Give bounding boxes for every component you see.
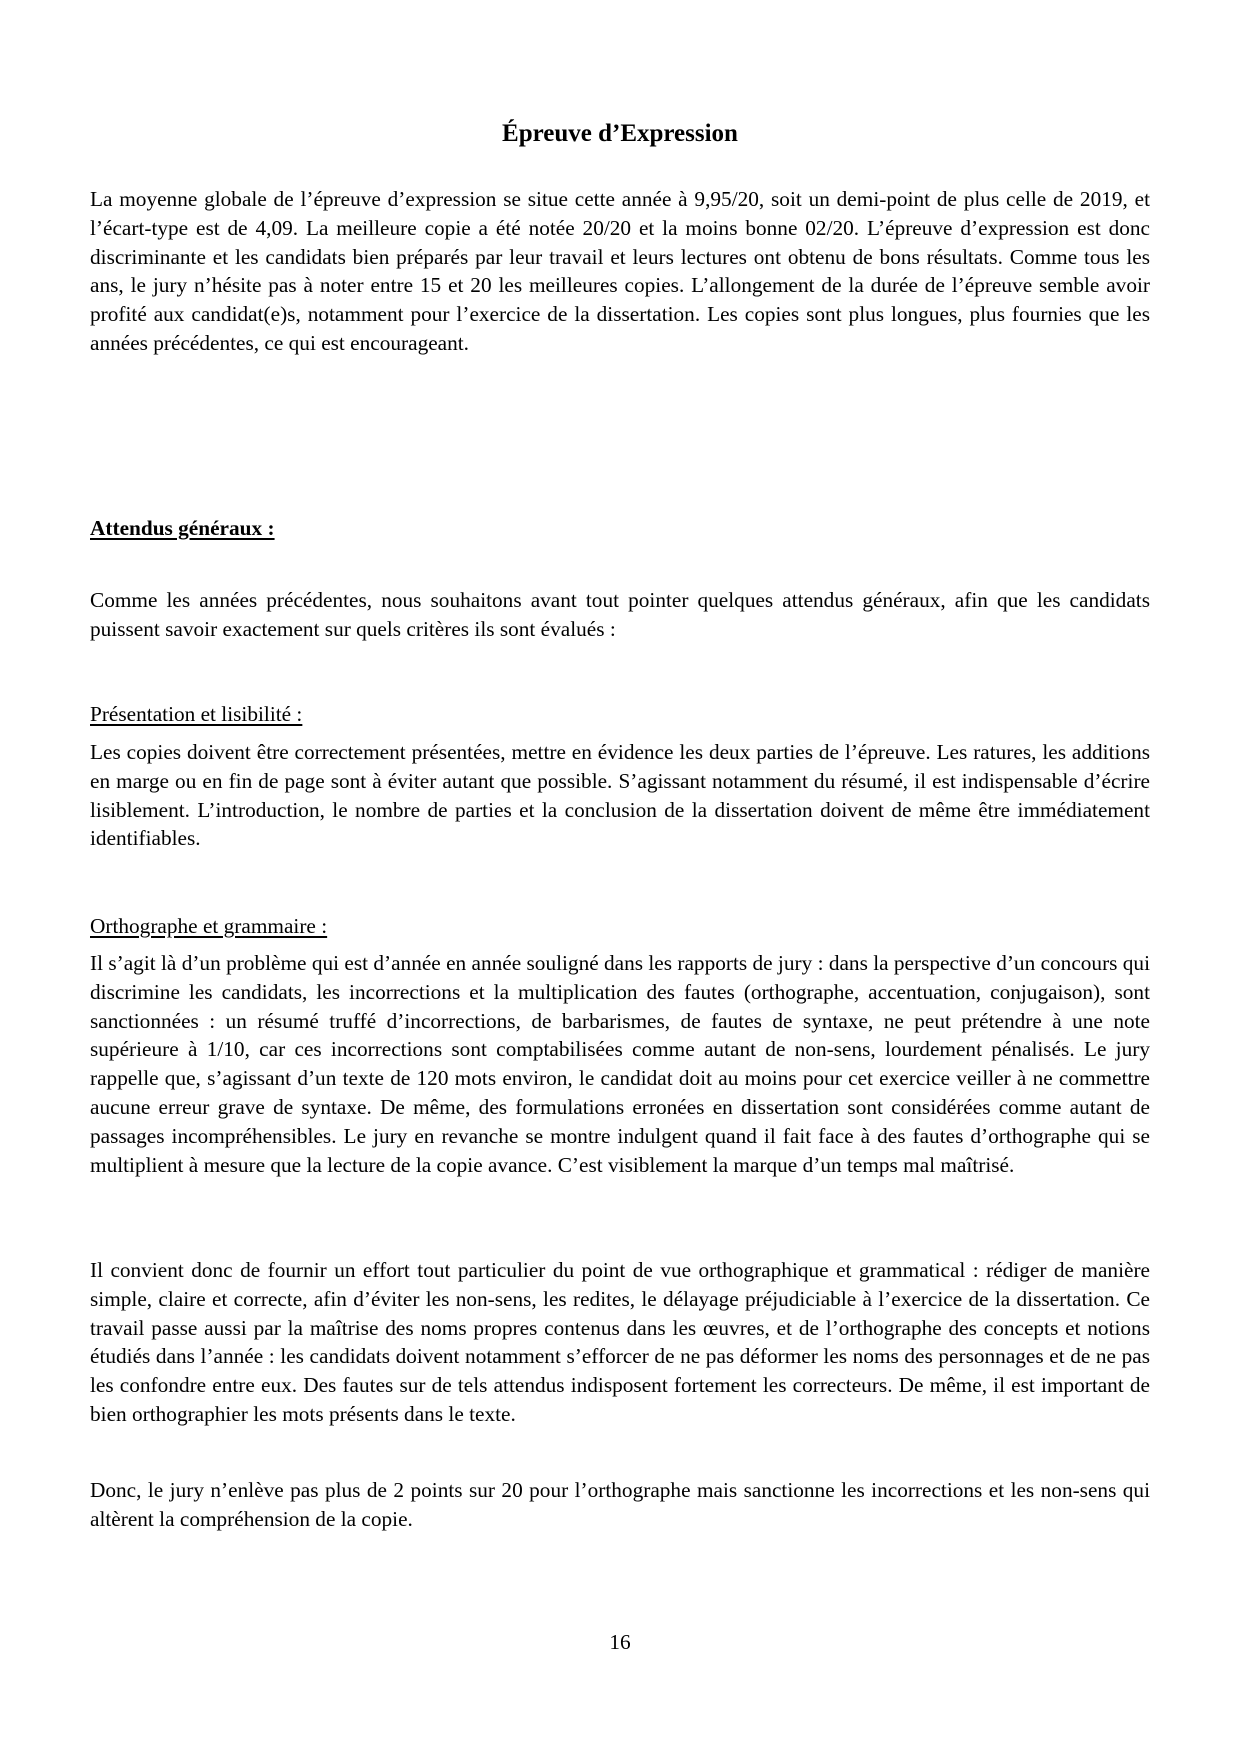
- orthographe-paragraph-3: Donc, le jury n’enlève pas plus de 2 points sur 20 pour l’orthographe mais sanctionne les incorrections et les non-sens qui altèrent la compréhension de la copie.: [90, 1478, 1150, 1531]
- orthographe-heading: Orthographe et grammaire :: [90, 914, 328, 938]
- intro-paragraph: La moyenne globale de l’épreuve d’expression se situe cette année à 9,95/20, soit un demi-point de plus celle de 2019, et l’écart-type est de 4,09. La meilleure copie a été notée 20/20 et la moins bonne 02/20. L’épreuve d’expression est donc discriminante et les candidats bien préparés par leur travail et leurs lectures ont obtenu de bons résultats. Comme tous les ans, le jury n’hésite pas à noter entre 15 et 20 les meilleures copies. L’allongement de la durée de l’épreuve semble avoir profité aux candidat(e)s, notamment pour l’exercice de la dissertation. Les copies sont plus longues, plus fournies que les années précédentes, ce qui est encourageant.: [90, 187, 1150, 355]
- intro-paragraph-block: [90, 185, 1150, 358]
- page-title: Épreuve d’Expression: [502, 120, 738, 147]
- section-heading: Attendus généraux :: [90, 516, 275, 540]
- section-intro-block: [90, 586, 1150, 644]
- orthographe-paragraph-3-block: [90, 1476, 1150, 1534]
- page-number: 16: [609, 1630, 631, 1654]
- presentation-heading: Présentation et lisibilité :: [90, 702, 303, 726]
- section-heading-block: [90, 514, 1150, 542]
- orthographe-paragraph-2: Il convient donc de fournir un effort tout particulier du point de vue orthographique et grammatical : rédiger de manière simple, claire et correcte, afin d’éviter les non-sens, les redites, le délayage préjudiciable à l’exercice de la dissertation. Ce travail passe aussi par la maîtrise des noms propres contenus dans les œuvres, et de l’orthographe des concepts et notions étudiés dans l’année : les candidats doivent notamment s’efforcer de ne pas déformer les noms des personnages et de ne pas les confondre entre eux. Des fautes sur de tels attendus indisposent fortement les correcteurs. De même, il est important de bien orthographier les mots présents dans le texte.: [90, 1258, 1150, 1426]
- orthographe-paragraph-2-block: [90, 1256, 1150, 1429]
- section-intro-paragraph: Comme les années précédentes, nous souhaitons avant tout pointer quelques attendus généraux, afin que les candidats puissent savoir exactement sur quels critères ils sont évalués :: [90, 588, 1150, 641]
- presentation-paragraph: Les copies doivent être correctement présentées, mettre en évidence les deux parties de l’épreuve. Les ratures, les additions en marge ou en fin de page sont à éviter autant que possible. S’agissant notamment du résumé, il est indispensable d’écrire lisiblement. L’introduction, le nombre de parties et la conclusion de la dissertation doivent de même être immédiatement identifiables.: [90, 740, 1150, 851]
- orthographe-heading-block: [90, 912, 1150, 940]
- document-page: [90, 0, 1150, 1754]
- orthographe-paragraph-1-block: [90, 949, 1150, 1179]
- presentation-heading-block: [90, 700, 1150, 728]
- orthographe-paragraph-1: Il s’agit là d’un problème qui est d’année en année souligné dans les rapports de jury : dans la perspective d’un concours qui discrimine les candidats, les incorrections et la multiplication des fautes (orthographe, accentuation, conjugaison), sont sanctionnées : un résumé truffé d’incorrections, de barbarismes, de fautes de syntaxe, ne peut prétendre à une note supérieure à 1/10, car ces incorrections sont comptabilisées comme autant de non-sens, lourdement pénalisés. Le jury rappelle que, s’agissant d’un texte de 120 mots environ, le candidat doit au moins pour cet exercice veiller à ne commettre aucune erreur grave de syntaxe. De même, des formulations erronées en dissertation sont considérées comme autant de passages incompréhensibles. Le jury en revanche se montre indulgent quand il fait face à des fautes d’orthographe qui se multiplient à mesure que la lecture de la copie avance. C’est visiblement la marque d’un temps mal maîtrisé.: [90, 951, 1150, 1177]
- presentation-text-block: [90, 738, 1150, 853]
